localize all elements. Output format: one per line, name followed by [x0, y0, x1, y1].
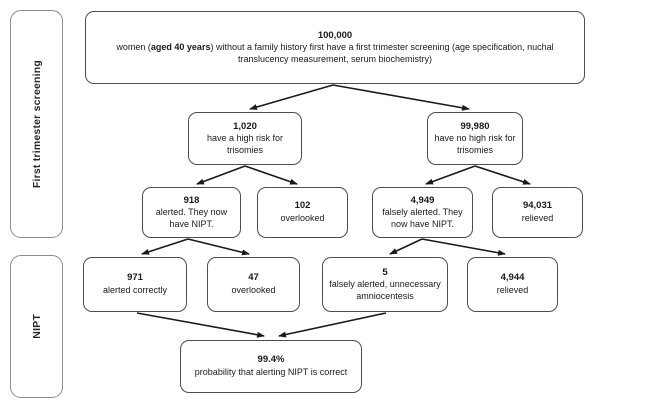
node-result-probability — [180, 340, 362, 393]
node-value: 4,949 — [410, 194, 435, 206]
desc-pre: women ( — [116, 41, 151, 52]
node-label: alerted correctly — [102, 284, 168, 295]
node-overlooked-fts — [257, 187, 348, 238]
node-label: alerted. They now have NIPT. — [155, 206, 228, 229]
node-falsely-alerted — [372, 187, 473, 238]
node-high-risk — [188, 112, 302, 165]
node-label: falsely alerted, unnecessary amniocentesis — [329, 278, 441, 301]
node-falsely-alerted-amnio — [322, 257, 448, 312]
node-no-high-risk — [427, 112, 523, 165]
node-alerted — [142, 187, 241, 238]
node-value: 99.4% — [257, 354, 285, 366]
node-label: overlooked — [231, 284, 276, 295]
node-relieved-nipt — [467, 257, 558, 312]
node-label: falsely alerted. They now have NIPT. — [382, 206, 463, 229]
node-label: relieved — [521, 212, 554, 223]
node-value: 971 — [127, 272, 143, 284]
sidebar-group-first-trimester — [10, 10, 63, 238]
node-value: 94,031 — [522, 200, 553, 212]
node-label: have no high risk for trisomies — [434, 132, 516, 155]
node-label: relieved — [496, 284, 529, 295]
desc-bold: aged 40 years — [150, 41, 211, 52]
first-trimester-label: First trimester screening — [30, 59, 43, 189]
node-label — [91, 42, 579, 65]
desc-post: ) without a family history first have a first trimester screening (age specification, nuchal translucency measurement, serum biochemistry) — [210, 41, 554, 64]
sidebar-group-nipt — [10, 255, 63, 398]
node-value: 102 — [294, 200, 311, 212]
node-total-women — [85, 11, 585, 84]
node-label: overlooked — [280, 212, 325, 223]
node-value: 99,980 — [460, 120, 490, 132]
node-label: have a high risk for trisomies — [206, 132, 284, 155]
node-value: 4,944 — [500, 272, 525, 284]
nipt-label: NIPT — [30, 314, 43, 339]
node-value: 1,020 — [233, 120, 257, 132]
node-relieved-fts — [492, 187, 583, 238]
node-overlooked-nipt — [207, 257, 300, 312]
node-value: 5 — [382, 266, 388, 278]
node-value: 918 — [183, 194, 200, 206]
node-value: 47 — [248, 272, 259, 284]
node-value: 100,000 — [317, 29, 353, 41]
node-alerted-correctly — [83, 257, 187, 312]
node-label: probability that alerting NIPT is correct — [194, 366, 348, 377]
